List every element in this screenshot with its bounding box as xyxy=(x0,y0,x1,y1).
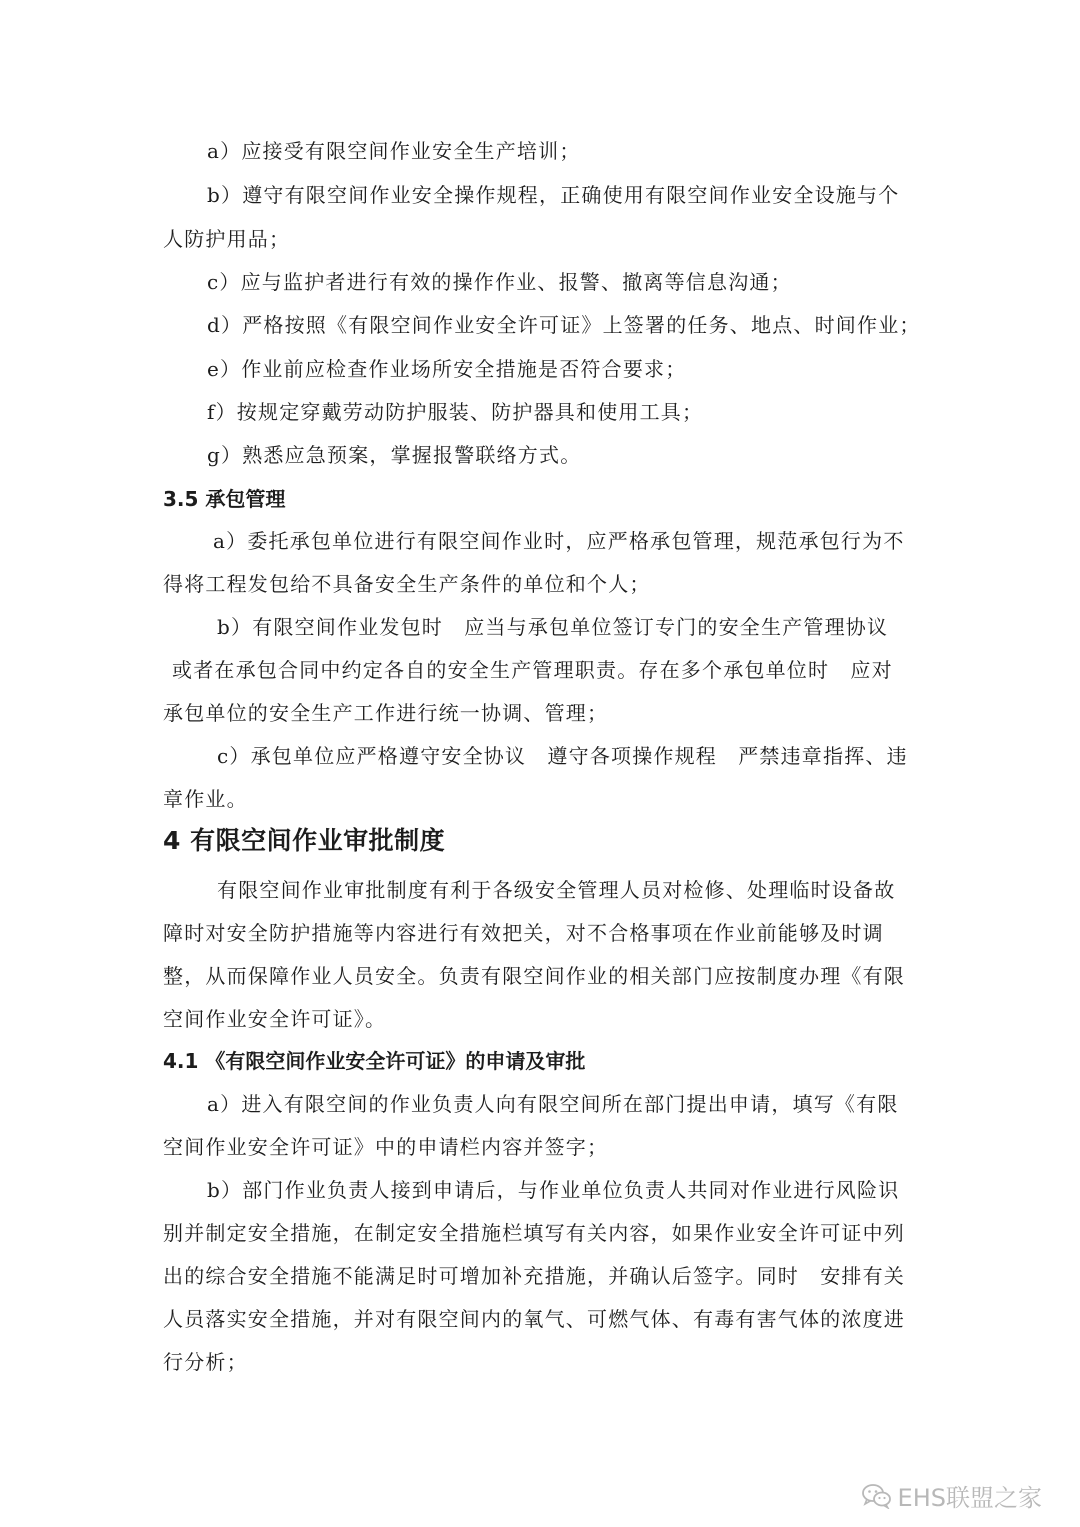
paragraph-line: b）部门作业负责人接到申请后，与作业单位负责人共同对作业进行风险识 xyxy=(207,1178,900,1202)
section-heading-3-5: 3.5 承包管理 xyxy=(163,487,286,511)
wechat-icon xyxy=(862,1483,892,1509)
list-item-f: f）按规定穿戴劳动防护服装、防护器具和使用工具； xyxy=(207,400,704,424)
section-heading-4-1: 4.1 《有限空间作业安全许可证》的申请及审批 xyxy=(163,1049,586,1073)
paragraph-line: a）委托承包单位进行有限空间作业时，应严格承包管理，规范承包行为不 xyxy=(213,529,905,553)
paragraph-line: 行分析； xyxy=(163,1350,248,1374)
paragraph-line: 或者在承包合同中约定各自的安全生产管理职责。存在多个承包单位时 应对 xyxy=(172,658,893,682)
paragraph-line: 别并制定安全措施，在制定安全措施栏填写有关内容，如果作业安全许可证中列 xyxy=(163,1221,905,1245)
list-item-b-cont: 人防护用品； xyxy=(163,227,291,251)
list-item-a: a）应接受有限空间作业安全生产培训； xyxy=(207,139,581,163)
section-heading-4: 4 有限空间作业审批制度 xyxy=(163,826,446,855)
paragraph-line: 人员落实安全措施，并对有限空间内的氧气、可燃气体、有毒有害气体的浓度进 xyxy=(163,1307,905,1331)
paragraph-line: 空间作业安全许可证》。 xyxy=(163,1007,387,1031)
list-item-b: b）遵守有限空间作业安全操作规程，正确使用有限空间作业安全设施与个 xyxy=(207,183,900,207)
paragraph-line: b）有限空间作业发包时 应当与承包单位签订专门的安全生产管理协议 xyxy=(217,615,889,639)
paragraph-line: 承包单位的安全生产工作进行统一协调、管理； xyxy=(163,701,609,725)
paragraph-line: c）承包单位应严格遵守安全协议 遵守各项操作规程 严禁违章指挥、违 xyxy=(217,744,908,768)
list-item-g: g）熟悉应急预案，掌握报警联络方式。 xyxy=(207,443,582,467)
paragraph-line: 得将工程发包给不具备安全生产条件的单位和个人； xyxy=(163,572,651,596)
paragraph-line: 障时对安全防护措施等内容进行有效把关，对不合格事项在作业前能够及时调 xyxy=(163,921,884,945)
paragraph-line: 空间作业安全许可证》中的申请栏内容并签字； xyxy=(163,1135,609,1159)
list-item-d: d）严格按照《有限空间作业安全许可证》上签署的任务、地点、时间作业； xyxy=(207,313,921,337)
paragraph-line: 章作业。 xyxy=(163,787,248,811)
watermark-text: EHS联盟之家 xyxy=(897,1484,1042,1512)
paragraph-line: 有限空间作业审批制度有利于各级安全管理人员对检修、处理临时设备故 xyxy=(217,878,896,902)
list-item-c: c）应与监护者进行有效的操作作业、报警、撤离等信息沟通； xyxy=(207,270,792,294)
paragraph-line: a）进入有限空间的作业负责人向有限空间所在部门提出申请，填写《有限 xyxy=(207,1092,899,1116)
list-item-e: e）作业前应检查作业场所安全措施是否符合要求； xyxy=(207,357,687,381)
paragraph-line: 整，从而保障作业人员安全。负责有限空间作业的相关部门应按制度办理《有限 xyxy=(163,964,905,988)
watermark xyxy=(862,1478,1042,1513)
paragraph-line: 出的综合安全措施不能满足时可增加补充措施，并确认后签字。同时 安排有关 xyxy=(163,1264,905,1288)
